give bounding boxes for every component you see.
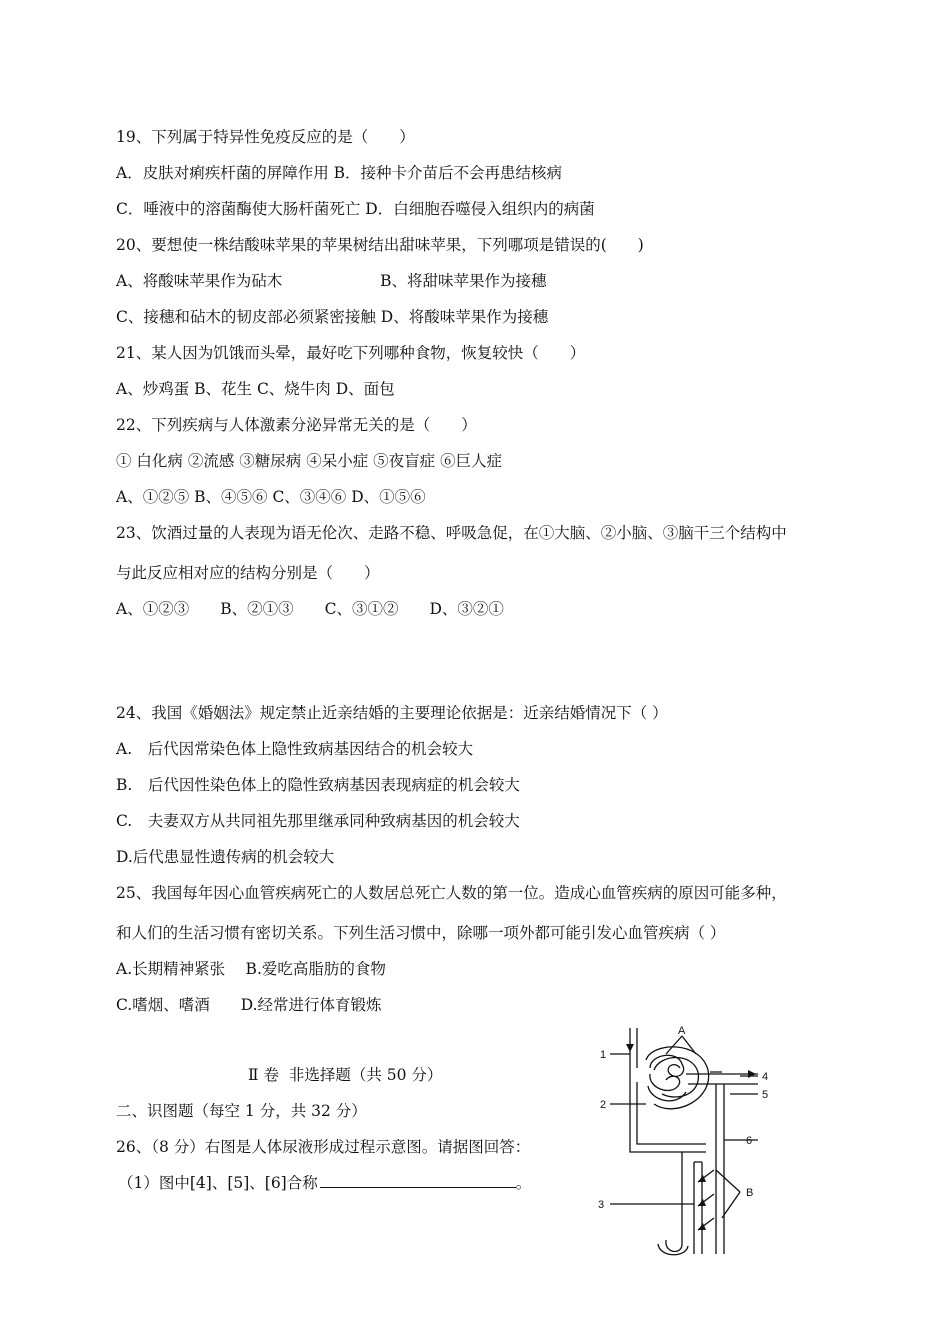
line-q25-cd: C.嗜烟、嗜酒 D.经常进行体育锻炼 (116, 996, 382, 1014)
line-q25-cont: 和人们的生活习惯有密切关系。下列生活习惯中，除哪一项外都可能引发心血管疾病（ ） (116, 924, 726, 942)
line-q21: 21、某人因为饥饿而头晕，最好吃下列哪种食物，恢复较快（ ） (116, 344, 586, 362)
line-q19-cd: C．唾液中的溶菌酶使大肠杆菌死亡 D．白细胞吞噬侵入组织内的病菌 (116, 200, 595, 218)
leader-b (716, 1170, 740, 1218)
tubule-lines (686, 1072, 758, 1084)
line-q24-d: D.后代患显性遗传病的机会较大 (116, 848, 335, 866)
section-title: Ⅱ 卷 非选择题（共 50 分） (248, 1066, 443, 1084)
glomerulus (648, 1055, 686, 1101)
line-q24-b: B. 后代因性染色体上的隐性致病基因表现病症的机会较大 (116, 776, 520, 794)
line-q24: 24、我国《婚姻法》规定禁止近亲结婚的主要理论依据是：近亲结婚情况下（ ） (116, 704, 668, 722)
line-q20-ab: A、将酸味苹果作为砧木 B、将甜味苹果作为接穗 (116, 272, 547, 290)
line-q21-options: A、炒鸡蛋 B、花生 C、烧牛肉 D、面包 (116, 380, 395, 398)
section-heading: 二、识图题（每空 1 分，共 32 分） (116, 1102, 367, 1120)
line-q22: 22、下列疾病与人体激素分泌异常无关的是（ ） (116, 416, 477, 434)
line-q25-ab: A.长期精神紧张 B.爱吃高脂肪的食物 (116, 960, 386, 978)
line-q19: 19、下列属于特异性免疫反应的是（ ） (116, 128, 415, 146)
answer-blank[interactable] (320, 1173, 516, 1188)
line-q23-options: A、①②③ B、②①③ C、③①② D、③②① (116, 600, 504, 618)
line-q24-a: A. 后代因常染色体上隐性致病基因结合的机会较大 (116, 740, 474, 758)
q26-1-end: 。 (515, 1174, 532, 1192)
line-q20-cd: C、接穗和砧木的韧皮部必须紧密接触 D、将酸味苹果作为接穗 (116, 308, 549, 326)
label-4: 4 (762, 1071, 769, 1083)
line-q20: 20、要想使一株结酸味苹果的苹果树结出甜味苹果，下列哪项是错误的( ) (116, 236, 644, 254)
label-2: 2 (600, 1099, 607, 1111)
renal-tubule (716, 1084, 724, 1254)
line-q23-cont: 与此反应相对应的结构分别是（ ） (116, 564, 380, 582)
label-3: 3 (598, 1199, 605, 1211)
afferent-arteriole (630, 1028, 637, 1074)
outer-vessel (666, 1152, 682, 1252)
label-6: 6 (746, 1135, 753, 1147)
line-q25: 25、我国每年因心血管疾病死亡的人数居总死亡人数的第一位。造成心血管疾病的原因可能多种， (116, 884, 787, 902)
line-q19-ab: A．皮肤对痢疾杆菌的屏障作用 B．接种卡介苗后不会再患结核病 (116, 164, 563, 182)
peritubular-vessel (630, 1074, 706, 1152)
label-5: 5 (762, 1089, 769, 1101)
line-q26-1 (118, 1173, 531, 1193)
q26-1-text: （1）图中[4]、[5]、[6]合称 (118, 1174, 318, 1192)
label-a: A (678, 1025, 686, 1037)
label-1: 1 (600, 1049, 607, 1061)
line-q22-items: ① 白化病 ②流感 ③糖尿病 ④呆小症 ⑤夜盲症 ⑥巨人症 (116, 452, 503, 470)
line-q26: 26、（8 分）右图是人体尿液形成过程示意图。请据图回答： (116, 1138, 531, 1156)
line-q22-options: A、①②⑤ B、④⑤⑥ C、③④⑥ D、①⑤⑥ (116, 488, 426, 506)
label-b: B (746, 1187, 754, 1199)
line-q23: 23、饮酒过量的人表现为语无伦次、走路不稳、呼吸急促，在①大脑、②小脑、③脑干三个结构中 (116, 524, 787, 542)
urine-formation-diagram (590, 1022, 790, 1262)
line-q24-c: C. 夫妻双方从共同祖先那里继承同种致病基因的机会较大 (116, 812, 520, 830)
collecting-tube (694, 1162, 702, 1254)
